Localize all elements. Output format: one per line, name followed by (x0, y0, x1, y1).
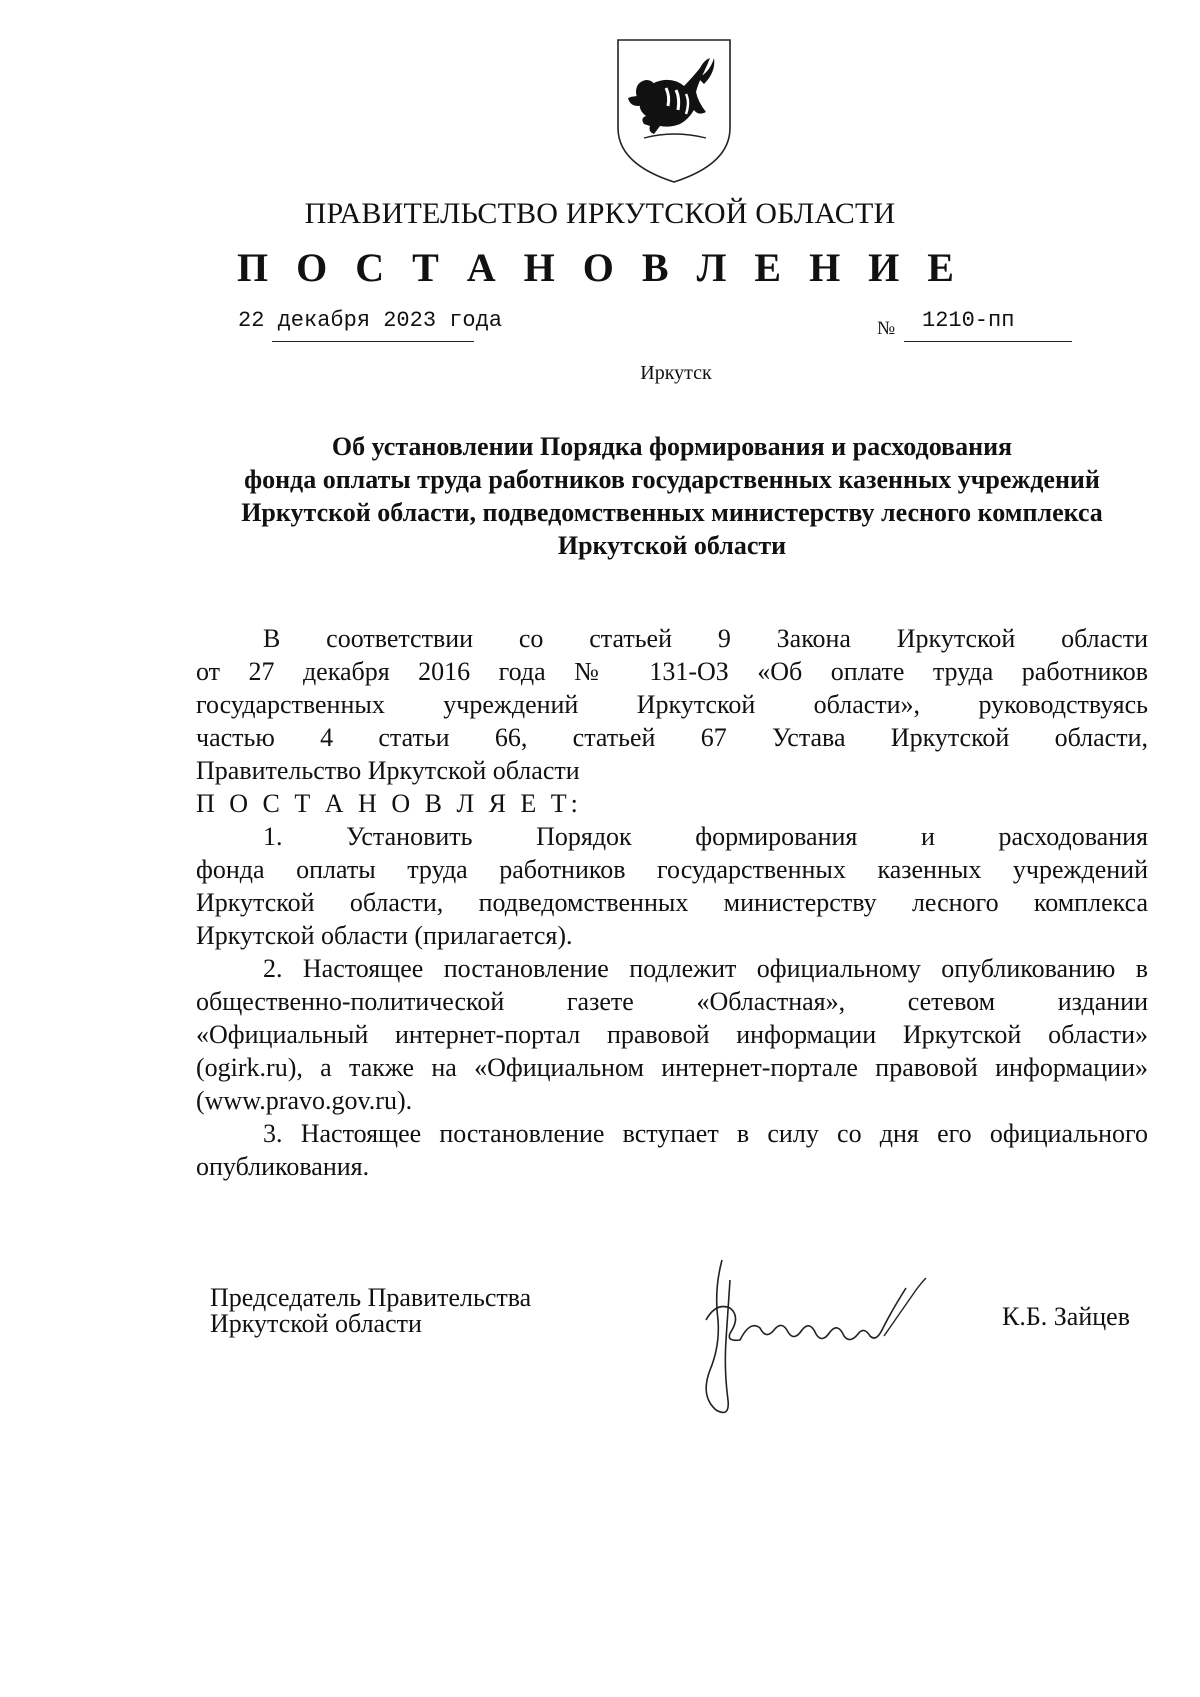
date-underline (272, 341, 474, 342)
item-1-line: Иркутской области, подведомственных министерству лесного комплекса (196, 888, 1148, 917)
heading-line: Об установлении Порядка формирования и расходования (331, 432, 1013, 461)
heading-line: Иркутской области, подведомственных министерству лесного комплекса (241, 498, 1103, 527)
signer-position-line: Иркутской области (210, 1309, 422, 1338)
item-2-line: «Официальный интернет-портал правовой информации Иркутской области» (196, 1020, 1148, 1049)
document-date: 22 декабря 2023 года (238, 308, 503, 333)
government-name: ПРАВИТЕЛЬСТВО ИРКУТСКОЙ ОБЛАСТИ (304, 197, 896, 230)
item-2-line: 2. Настоящее постановление подлежит официальному опубликованию в (263, 954, 1148, 983)
signer-position-line: Председатель Правительства (210, 1283, 532, 1312)
item-1-line: Иркутской области (прилагается). (196, 921, 573, 950)
heading-line: Иркутской области (557, 531, 787, 560)
heading-line: фонда оплаты труда работников государственных казенных учреждений (244, 465, 1100, 494)
number-underline (904, 341, 1072, 342)
document-type: П О С Т А Н О В Л Е Н И Е (237, 245, 963, 290)
item-1-line: 1. Установить Порядок формирования и расходования (263, 822, 1148, 851)
signer-position (210, 1285, 531, 1337)
item-2-line: (ogirk.ru), а также на «Официальном интернет-портале правовой информации» (196, 1053, 1148, 1082)
document-number: 1210-пп (922, 308, 1015, 333)
item-2-line: общественно-политической газете «Областная», сетевом издании (196, 987, 1148, 1016)
preamble-line: государственных учреждений Иркутской области», руководствуясь (196, 690, 1148, 719)
signer-name: К.Б. Зайцев (1002, 1302, 1130, 1331)
handwritten-signature-icon (670, 1250, 960, 1420)
preamble-line: В соответствии со статьей 9 Закона Иркутской области (263, 624, 1148, 653)
item-1-line: фонда оплаты труда работников государственных казенных учреждений (196, 855, 1148, 884)
preamble-line: Правительство Иркутской области (196, 756, 580, 785)
resolves-keyword: П О С Т А Н О В Л Я Е Т: (196, 789, 582, 818)
preamble-line: от 27 декабря 2016 года № 131-ОЗ «Об оплате труда работников (196, 657, 1148, 686)
item-2-line: (www.pravo.gov.ru). (196, 1086, 413, 1115)
city-name: Иркутск (640, 362, 712, 384)
number-sign: № (877, 318, 896, 339)
irkutsk-coat-of-arms-icon (614, 36, 734, 186)
document-body (196, 622, 1148, 1183)
item-3-line: опубликования. (196, 1152, 370, 1181)
item-3-line: 3. Настоящее постановление вступает в силу со дня его официального (263, 1119, 1148, 1148)
document-heading (196, 430, 1148, 562)
preamble-line: частью 4 статьи 66, статьей 67 Устава Иркутской области, (196, 723, 1148, 752)
